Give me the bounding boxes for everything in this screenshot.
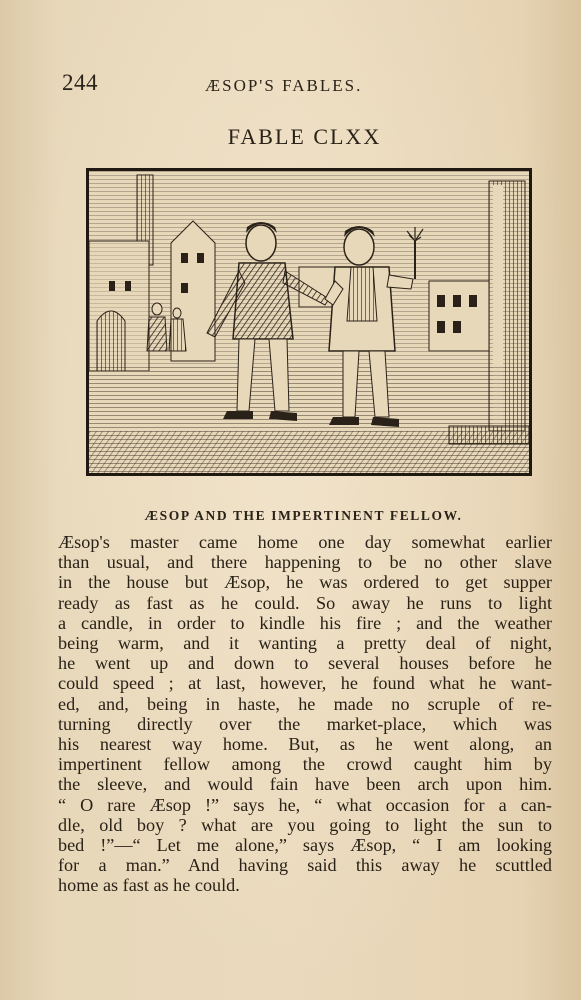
text-line: could speed ; at last, however, he found what he want- [58, 673, 552, 694]
text-line: turning directly over the market-place, which was [58, 713, 552, 734]
illustration-caption: ÆSOP AND THE IMPERTINENT FELLOW. [144, 508, 463, 523]
text-line: ed, and, being in haste, he made no scruple of re- [58, 693, 552, 714]
text-line: for a man.” And having said this away he scuttled [58, 855, 552, 876]
text-line: he went up and down to several houses before he [58, 653, 552, 674]
fable-number: FABLE CLXX [227, 124, 382, 149]
text-line: bed !”—“ Let me alone,” says Æsop, “ I am looking [58, 835, 552, 856]
text-line: dle, old boy ? what are you going to light the sun to [58, 814, 552, 835]
text-line: “ O rare Æsop !” says he, “ what occasion for a can- [58, 794, 552, 815]
running-title: ÆSOP'S FABLES. [205, 76, 363, 95]
text-line: being warm, and it wanting a pretty deal of night, [58, 633, 552, 654]
page-number: 244 [62, 70, 98, 95]
woodcut-illustration [86, 168, 532, 476]
text-line: home as fast as he could. [58, 875, 240, 896]
text-line: impertinent fellow among the crowd caught him by [58, 754, 552, 775]
text-line: a candle, in order to kindle his fire ; and the weather [58, 612, 552, 633]
text-line: in the house but Æsop, he was ordered to get supper [58, 572, 552, 593]
text-line: than usual, and there happening to be no other slave [58, 552, 552, 573]
text-line: Æsop's master came home one day somewhat earlier [58, 532, 552, 552]
fable-text [58, 532, 552, 896]
text-line: the sleeve, and would fain have been arch upon him. [58, 774, 552, 795]
text-line: ready as fast as he could. So away he runs to light [58, 592, 552, 613]
text-line: his nearest way home. But, as he went along, an [58, 734, 552, 755]
